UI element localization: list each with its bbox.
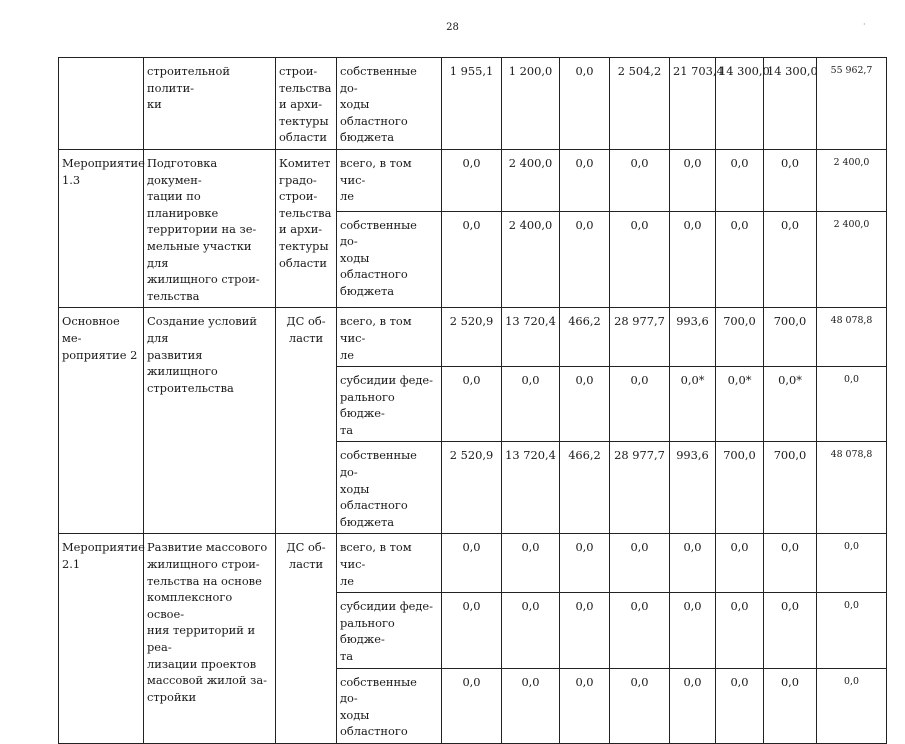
funding-source-cell: субсидии феде- рального бюдже- та <box>337 367 442 442</box>
value-cell: 0,0 <box>502 593 560 668</box>
value-cell: 0,0 <box>764 149 817 211</box>
page-number: 28 <box>446 22 459 33</box>
value-cell: 0,0 <box>670 593 716 668</box>
value-cell: 0,0 <box>560 593 610 668</box>
value-cell: 700,0 <box>716 442 764 534</box>
activity-description-cell: Развитие массового жилищного строи- тельства на основе комплексного освое- ния территорий и реа- лизации проектов массовой жилой за- стройки <box>144 534 276 744</box>
value-cell: 0,0 <box>560 367 610 442</box>
value-cell: 0,0 <box>560 58 610 150</box>
funding-source-cell: собственные до- ходы областного <box>337 668 442 743</box>
funding-source-cell: субсидии феде- рального бюдже- та <box>337 593 442 668</box>
total-value-cell: 48 078,8 <box>817 442 887 534</box>
table-row <box>59 534 887 593</box>
value-cell: 0,0 <box>560 668 610 743</box>
value-cell: 0,0 <box>764 534 817 593</box>
value-cell: 28 977,7 <box>610 442 670 534</box>
value-cell: 0,0* <box>716 367 764 442</box>
value-cell: 0,0* <box>764 367 817 442</box>
value-cell: 2 400,0 <box>502 211 560 308</box>
value-cell: 0,0 <box>670 211 716 308</box>
value-cell: 0,0 <box>716 534 764 593</box>
value-cell: 0,0 <box>670 534 716 593</box>
value-cell: 0,0 <box>764 211 817 308</box>
value-cell: 700,0 <box>764 442 817 534</box>
value-cell: 0,0 <box>560 534 610 593</box>
value-cell: 14 300,0 <box>716 58 764 150</box>
value-cell: 2 520,9 <box>442 308 502 367</box>
funding-source-cell: собственные до- ходы областного бюджета <box>337 211 442 308</box>
value-cell: 0,0 <box>716 668 764 743</box>
value-cell: 0,0 <box>442 593 502 668</box>
value-cell: 21 703,4 <box>670 58 716 150</box>
value-cell: 0,0 <box>610 211 670 308</box>
responsible-cell: ДС об- ласти <box>276 534 337 744</box>
value-cell: 0,0 <box>716 211 764 308</box>
value-cell: 993,6 <box>670 308 716 367</box>
activity-description-cell: Создание условий для развития жилищного строительства <box>144 308 276 534</box>
total-value-cell: 0,0 <box>817 367 887 442</box>
activity-description-cell: Подготовка докумен- тации по планировке территории на зе- мельные участки для жилищного строи- тельства <box>144 149 276 307</box>
table-row <box>59 58 887 150</box>
value-cell: 0,0 <box>716 593 764 668</box>
value-cell: 0,0 <box>502 367 560 442</box>
value-cell: 0,0 <box>442 668 502 743</box>
value-cell: 0,0 <box>610 593 670 668</box>
total-value-cell: 55 962,7 <box>817 58 887 150</box>
value-cell: 0,0 <box>442 211 502 308</box>
value-cell: 2 400,0 <box>502 149 560 211</box>
funding-source-cell: всего, в том чис- ле <box>337 308 442 367</box>
value-cell: 0,0 <box>442 367 502 442</box>
responsible-cell: Комитет градо- строи- тельства и архи- тектуры области <box>276 149 337 307</box>
total-value-cell: 0,0 <box>817 593 887 668</box>
value-cell: 14 300,0 <box>764 58 817 150</box>
table-row <box>59 149 887 211</box>
table-row <box>59 308 887 367</box>
value-cell: 700,0 <box>764 308 817 367</box>
activity-title-cell: Основное ме- роприятие 2 <box>59 308 144 534</box>
value-cell: 0,0 <box>442 149 502 211</box>
value-cell: 0,0* <box>670 367 716 442</box>
value-cell: 0,0 <box>670 668 716 743</box>
total-value-cell: 0,0 <box>817 668 887 743</box>
value-cell: 1 200,0 <box>502 58 560 150</box>
funding-source-cell: собственные до- ходы областного бюджета <box>337 442 442 534</box>
value-cell: 0,0 <box>764 593 817 668</box>
value-cell: 0,0 <box>502 668 560 743</box>
value-cell: 466,2 <box>560 308 610 367</box>
value-cell: 700,0 <box>716 308 764 367</box>
total-value-cell: 48 078,8 <box>817 308 887 367</box>
value-cell: 0,0 <box>610 534 670 593</box>
value-cell: 0,0 <box>442 534 502 593</box>
value-cell: 0,0 <box>610 367 670 442</box>
value-cell: 0,0 <box>560 211 610 308</box>
responsible-cell: строи- тельства и архи- тектуры области <box>276 58 337 150</box>
value-cell: 0,0 <box>716 149 764 211</box>
total-value-cell: 2 400,0 <box>817 149 887 211</box>
value-cell: 0,0 <box>610 668 670 743</box>
value-cell: 0,0 <box>764 668 817 743</box>
funding-source-cell: собственные до- ходы областного бюджета <box>337 58 442 150</box>
value-cell: 2 520,9 <box>442 442 502 534</box>
scan-speck: · <box>863 20 866 29</box>
value-cell: 0,0 <box>560 149 610 211</box>
activity-description-cell: строительной полити- ки <box>144 58 276 150</box>
activity-title-cell: Мероприятие 1.3 <box>59 149 144 307</box>
activity-title-cell <box>59 58 144 150</box>
value-cell: 466,2 <box>560 442 610 534</box>
activity-title-cell: Мероприятие 2.1 <box>59 534 144 744</box>
value-cell: 13 720,4 <box>502 308 560 367</box>
funding-source-cell: всего, в том чис- ле <box>337 534 442 593</box>
budget-table <box>58 57 887 744</box>
value-cell: 2 504,2 <box>610 58 670 150</box>
value-cell: 0,0 <box>670 149 716 211</box>
funding-source-cell: всего, в том чис- ле <box>337 149 442 211</box>
value-cell: 0,0 <box>502 534 560 593</box>
responsible-cell: ДС об- ласти <box>276 308 337 534</box>
total-value-cell: 0,0 <box>817 534 887 593</box>
value-cell: 993,6 <box>670 442 716 534</box>
value-cell: 13 720,4 <box>502 442 560 534</box>
value-cell: 0,0 <box>610 149 670 211</box>
value-cell: 28 977,7 <box>610 308 670 367</box>
total-value-cell: 2 400,0 <box>817 211 887 308</box>
value-cell: 1 955,1 <box>442 58 502 150</box>
